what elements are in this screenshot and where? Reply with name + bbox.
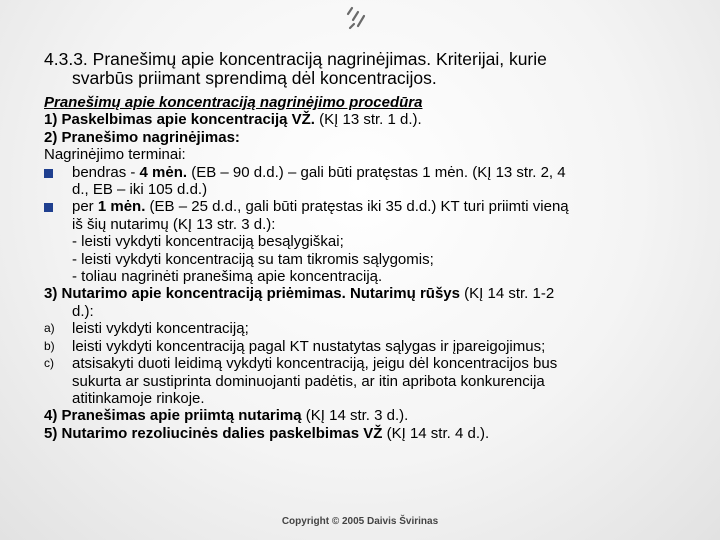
decision-a (44, 320, 704, 337)
step-3-cont: d.): (72, 302, 94, 320)
bullet-1-pre: bendras - (72, 163, 140, 181)
step-1-ref: (KĮ 13 str. 1 d.). (314, 111, 422, 129)
step-3 (44, 285, 704, 302)
decision-b (44, 338, 704, 355)
step-4-ref: (KĮ 14 str. 3 d.). (301, 407, 409, 425)
step-5-label: 5) Nutarimo rezoliucinės dalies paskelbimas VŽ (44, 424, 383, 442)
step-5-ref: (KĮ 14 str. 4 d.). (382, 424, 490, 442)
bullet-2-pre: per (72, 198, 98, 216)
bullet-2-bold: 1 mėn. (97, 198, 146, 216)
step-1-label: 1) Paskelbimas apie koncentraciją VŽ. (44, 111, 315, 129)
procedure-heading (44, 94, 704, 111)
copyright-footer: Copyright © 2005 Daivis Švirinas (281, 516, 439, 527)
decision-b-text: leisti vykdyti koncentraciją pagal KT nustatytas sąlygas ir įpareigojimus; (72, 337, 546, 355)
bullet-item-1 (44, 164, 704, 199)
decision-b-marker: b) (44, 338, 55, 353)
decision-a-marker: a) (44, 321, 55, 336)
option-2: - leisti vykdyti koncentraciją su tam tikromis sąlygomis; (72, 250, 434, 268)
title-line-2: svarbūs priimant sprendimą dėl koncentracijos. (72, 68, 437, 88)
bullet-1-cont: d., EB – iki 105 d.d.) (72, 181, 208, 199)
option-1: - leisti vykdyti koncentraciją besąlygiškai; (72, 233, 344, 251)
decision-c-text: atsisakyti duoti leidimą vykdyti koncentraciją, jeigu dėl koncentracijos bus (72, 355, 558, 373)
step-2 (44, 129, 704, 146)
decision-c (44, 355, 704, 407)
step-4-label: 4) Pranešimas apie priimtą nutarimą (44, 407, 302, 425)
bullet-2-post: (EB – 25 d.d., gali būti pratęstas iki 35 d.d.) KT turi priimti vieną (145, 198, 569, 216)
terms-label: Nagrinėjimo terminai: (44, 146, 186, 164)
bullet-2-cont: iš šių nutarimų (KĮ 13 str. 3 d.): (72, 215, 276, 233)
decision-c-cont-1: sukurta ar sustiprinta dominuojanti padėtis, ar itin apribota konkurencija (72, 372, 545, 390)
title-line-1: 4.3.3. Pranešimų apie koncentraciją nagrinėjimas. Kriterijai, kurie (44, 49, 547, 69)
bullet-1-post: (EB – 90 d.d.) – gali būti pratęstas 1 mėn. (KĮ 13 str. 2, 4 (187, 163, 566, 181)
decision-c-cont-2: atitinkamoje rinkoje. (72, 389, 205, 407)
procedure-heading-text: Pranešimų apie koncentraciją nagrinėjimo procedūra (44, 94, 423, 111)
decision-a-text: leisti vykdyti koncentraciją; (72, 320, 249, 338)
page-title (44, 50, 694, 88)
step-1 (44, 111, 704, 128)
step-3-ref: (KĮ 14 str. 1-2 (459, 285, 555, 303)
step-3-label: 3) Nutarimo apie koncentraciją priėmimas. Nutarimų rūšys (44, 285, 460, 303)
square-bullet-icon (44, 203, 53, 212)
logo-icon (342, 4, 370, 38)
main-content (44, 94, 704, 442)
step-2-label: 2) Pranešimo nagrinėjimas: (44, 128, 240, 146)
step-4 (44, 407, 704, 424)
bullet-item-2 (44, 198, 704, 233)
option-3: - toliau nagrinėti pranešimą apie koncentraciją. (72, 268, 383, 286)
step-5 (44, 425, 704, 442)
square-bullet-icon (44, 169, 53, 178)
bullet-1-bold: 4 mėn. (139, 163, 188, 181)
decision-c-marker: c) (44, 356, 54, 371)
